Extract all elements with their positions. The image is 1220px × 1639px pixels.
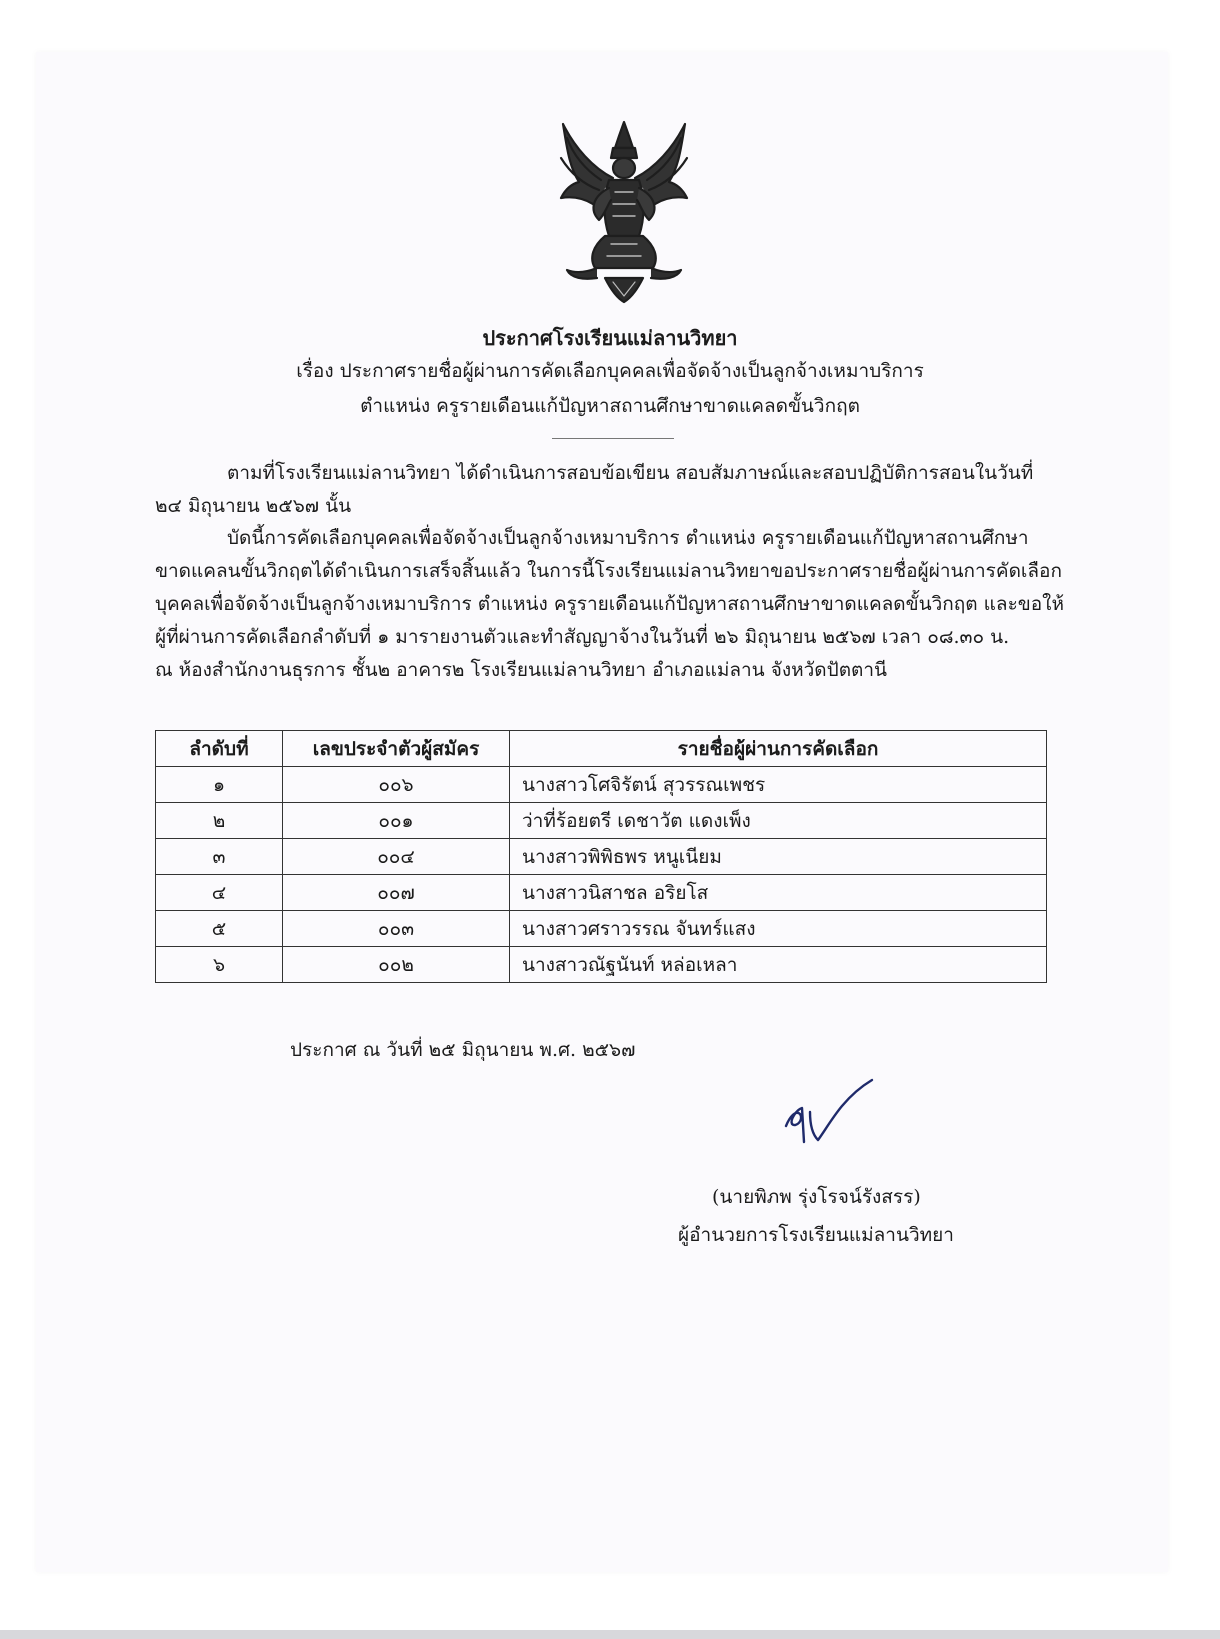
cell-name: นางสาวโศจิรัตน์ สุวรรณเพชร <box>510 767 1047 803</box>
garuda-emblem-icon <box>553 118 695 304</box>
paragraph-body-line: ณ ห้องสำนักงานธุรการ ชั้น๒ อาคาร๒ โรงเรียนแม่ลานวิทยา อำเภอแม่ลาน จังหวัดปัตตานี <box>155 659 888 681</box>
header-order: ลำดับที่ <box>156 731 283 767</box>
separator-line <box>552 438 674 439</box>
cell-applicant-id: ๐๐๗ <box>283 875 510 911</box>
cell-applicant-id: ๐๐๖ <box>283 767 510 803</box>
table-header-row <box>156 731 1047 767</box>
table-row <box>156 839 1047 875</box>
announce-date: ประกาศ ณ วันที่ ๒๕ มิถุนายน พ.ศ. ๒๕๖๗ <box>290 1039 636 1061</box>
cell-name: นางสาวพิพิธพร หนูเนียม <box>510 839 1047 875</box>
cell-order: ๖ <box>156 947 283 983</box>
cell-name: นางสาวศราวรรณ จันทร์แสง <box>510 911 1047 947</box>
header-applicant-id: เลขประจำตัวผู้สมัคร <box>283 731 510 767</box>
cell-order: ๒ <box>156 803 283 839</box>
paragraph-intro-line <box>155 457 1075 490</box>
bottom-edge <box>0 1630 1220 1639</box>
paragraph-body-line <box>155 522 1075 555</box>
cell-order: ๕ <box>156 911 283 947</box>
paragraph-body-text-1: บัดนี้การคัดเลือกบุคคลเพื่อจัดจ้างเป็นลูกจ้างเหมาบริการ ตำแหน่ง ครูรายเดือนแก้ปัญหาสถานศึกษา <box>227 527 1029 549</box>
signer-name: (นายพิภพ รุ่งโรจน์รังสรร) <box>712 1186 921 1208</box>
paragraph-body <box>155 522 1075 687</box>
table-row <box>156 767 1047 803</box>
announcement-title: ประกาศโรงเรียนแม่ลานวิทยา <box>482 326 738 350</box>
cell-order: ๑ <box>156 767 283 803</box>
cell-name: นางสาวณัฐนันท์ หล่อเหลา <box>510 947 1047 983</box>
handwritten-signature <box>782 1076 882 1156</box>
cell-name: นางสาวนิสาชล อริยโส <box>510 875 1047 911</box>
announcement-subject: เรื่อง ประกาศรายชื่อผู้ผ่านการคัดเลือกบุคคลเพื่อจัดจ้างเป็นลูกจ้างเหมาบริการ <box>296 360 924 382</box>
paragraph-intro-text-1: ตามที่โรงเรียนแม่ลานวิทยา ได้ดำเนินการสอบข้อเขียน สอบสัมภาษณ์และสอบปฏิบัติการสอนในวันที่ <box>227 462 1034 484</box>
cell-order: ๔ <box>156 875 283 911</box>
cell-order: ๓ <box>156 839 283 875</box>
cell-applicant-id: ๐๐๓ <box>283 911 510 947</box>
paragraph-intro-line: ๒๔ มิถุนายน ๒๕๖๗ นั้น <box>155 495 352 517</box>
table-row <box>156 803 1047 839</box>
paragraph-body-line: ขาดแคลนขั้นวิกฤตได้ดำเนินการเสร็จสิ้นแล้ว ในการนี้โรงเรียนแม่ลานวิทยาขอประกาศรายชื่อผู้ผ่านการคัดเลือก <box>155 560 1062 582</box>
signer-title: ผู้อำนวยการโรงเรียนแม่ลานวิทยา <box>678 1224 954 1246</box>
table-row <box>156 911 1047 947</box>
table-row <box>156 947 1047 983</box>
paragraph-body-line: บุคคลเพื่อจัดจ้างเป็นลูกจ้างเหมาบริการ ตำแหน่ง ครูรายเดือนแก้ปัญหาสถานศึกษาขาดแคลดขั้นวิกฤต และขอให้ <box>155 593 1064 615</box>
table-row <box>156 875 1047 911</box>
header-name: รายชื่อผู้ผ่านการคัดเลือก <box>510 731 1047 767</box>
paragraph-body-line: ผู้ที่ผ่านการคัดเลือกลำดับที่ ๑ มารายงานตัวและทำสัญญาจ้างในวันที่ ๒๖ มิถุนายน ๒๕๖๗ เวลา ๐๘.๓๐ น. <box>155 626 1010 648</box>
paragraph-intro <box>155 457 1075 523</box>
cell-applicant-id: ๐๐๒ <box>283 947 510 983</box>
results-table <box>155 730 1047 983</box>
position-line: ตำแหน่ง ครูรายเดือนแก้ปัญหาสถานศึกษาขาดแคลดขั้นวิกฤต <box>360 395 860 417</box>
cell-applicant-id: ๐๐๑ <box>283 803 510 839</box>
cell-name: ว่าที่ร้อยตรี เดชาวัต แดงเพ็ง <box>510 803 1047 839</box>
cell-applicant-id: ๐๐๔ <box>283 839 510 875</box>
